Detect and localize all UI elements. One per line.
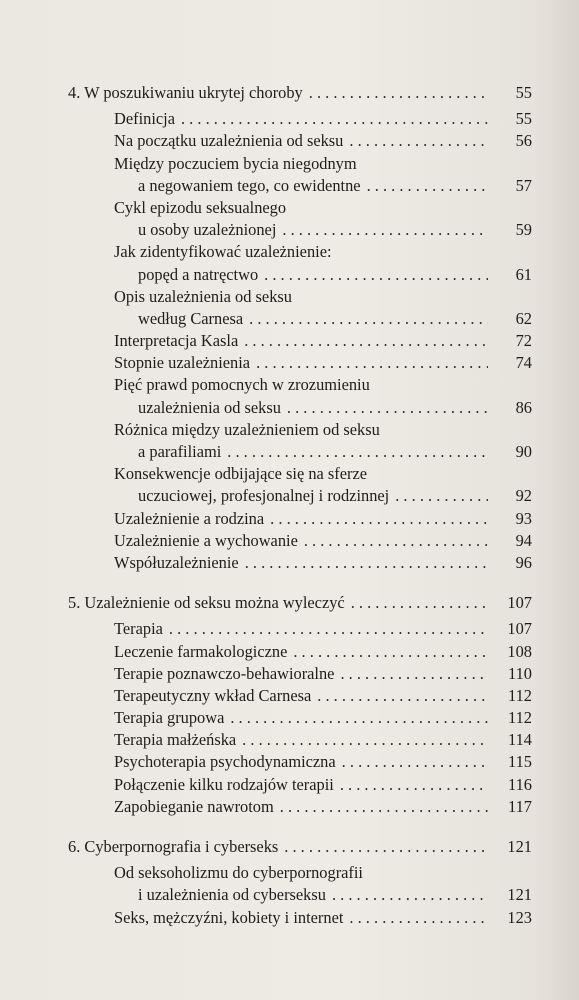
toc-entry (0, 530, 579, 552)
toc-entry (0, 175, 579, 197)
entry-title: uczuciowej, profesjonalnej i rodzinnej (138, 486, 390, 506)
page-number: 123 (507, 907, 532, 927)
toc-entry (0, 264, 579, 286)
toc-entry (0, 685, 579, 707)
toc-entry (0, 219, 579, 241)
leader-dots (349, 907, 488, 929)
entry-title: Interpretacja Kasla (114, 331, 239, 351)
page-number: 112 (508, 708, 532, 728)
chapter-heading (0, 82, 579, 104)
leader-dots (181, 108, 488, 130)
chapter-title: 6. Cyberpornografia i cyberseks (68, 837, 279, 856)
toc-entry (0, 707, 579, 729)
toc-entry (0, 308, 579, 330)
leader-dots (287, 397, 488, 419)
chapter-title: 5. Uzależnienie od seksu można wyleczyć (68, 593, 345, 613)
toc-chapter (0, 82, 579, 574)
page-number: 92 (515, 486, 532, 506)
entry-line: Od seksoholizmu do cyberpornografii (114, 863, 363, 883)
entry-title: Na początku uzależnienia od seksu (114, 131, 344, 151)
toc-entry (0, 441, 579, 463)
entry-title: Zapobieganie nawrotom (114, 796, 274, 816)
page-number: 55 (515, 83, 532, 102)
page-number: 94 (515, 530, 532, 550)
leader-dots (340, 663, 488, 685)
leader-dots (309, 82, 488, 104)
toc-entry (0, 397, 579, 419)
entry-title: a parafiliami (138, 442, 222, 461)
toc-entry (0, 663, 579, 685)
toc-chapter (0, 836, 579, 929)
entry-title: Terapie poznawczo-behawioralne (114, 663, 335, 683)
toc-entry (0, 796, 579, 818)
page-number: 55 (515, 109, 532, 129)
leader-dots (169, 618, 488, 640)
leader-dots (244, 330, 488, 352)
leader-dots (256, 352, 488, 374)
leader-dots (282, 219, 488, 241)
leader-dots (317, 685, 488, 707)
page-number: 117 (508, 796, 532, 816)
leader-dots (304, 530, 488, 552)
toc-entry (0, 485, 579, 507)
entry-title: Stopnie uzależnienia (114, 353, 251, 373)
toc-entry (0, 774, 579, 796)
toc-entry (0, 130, 579, 152)
page-number: 121 (507, 885, 532, 905)
leader-dots (230, 707, 488, 729)
leader-dots (351, 592, 488, 614)
entry-line: Różnica między uzależnieniem od seksu (114, 419, 380, 439)
leader-dots (332, 884, 488, 906)
page-number: 107 (507, 619, 532, 639)
page-number: 114 (508, 730, 532, 750)
leader-dots (340, 774, 488, 796)
leader-dots (245, 552, 488, 574)
page-number: 96 (515, 552, 532, 572)
leader-dots (293, 641, 488, 663)
entry-title: Terapia grupowa (114, 708, 225, 728)
leader-dots (249, 308, 488, 330)
page-number: 74 (515, 353, 532, 373)
entry-title: Terapia małżeńska (114, 730, 237, 750)
chapter-heading (0, 836, 579, 858)
toc-entry (0, 352, 579, 374)
toc-entry (0, 907, 579, 929)
toc-entry (0, 751, 579, 773)
entry-line: Opis uzależnienia od seksu (114, 286, 292, 306)
toc-entry (0, 884, 579, 906)
leader-dots (395, 485, 488, 507)
toc-entry (0, 330, 579, 352)
toc-chapter (0, 592, 579, 818)
page-number: 59 (515, 220, 532, 240)
entry-title: i uzależnienia od cyberseksu (138, 885, 326, 905)
leader-dots (242, 729, 488, 751)
page-number: 56 (515, 131, 532, 151)
entry-title: według Carnesa (138, 308, 244, 328)
page-number: 115 (508, 752, 532, 772)
leader-dots (349, 130, 488, 152)
page-number: 86 (515, 397, 532, 417)
toc-entry (0, 641, 579, 663)
page-number: 116 (508, 774, 532, 794)
entry-title: u osoby uzależnionej (138, 220, 277, 240)
page-number: 110 (508, 663, 532, 683)
entry-title: Psychoterapia psychodynamiczna (114, 752, 336, 772)
entry-title: Terapia (114, 619, 163, 639)
entry-line: Cykl epizodu seksualnego (114, 197, 287, 217)
entry-line: Konsekwencje odbijające się na sferze (114, 464, 368, 484)
page-number: 107 (507, 593, 532, 613)
entry-title: Leczenie farmakologiczne (114, 641, 288, 661)
leader-dots (284, 836, 488, 858)
entry-line: Jak zidentyfikować uzależnienie: (114, 242, 332, 262)
entry-title: uzależnienia od seksu (138, 397, 281, 417)
toc-entry (0, 729, 579, 751)
entry-title: popęd a natręctwo (138, 264, 259, 284)
leader-dots (280, 796, 488, 818)
page-number: 93 (515, 508, 532, 528)
leader-dots (227, 441, 488, 463)
toc-entry (0, 108, 579, 130)
leader-dots (264, 264, 488, 286)
page-number: 112 (508, 685, 532, 705)
toc-entry (0, 618, 579, 640)
entry-title: Uzależnienie a rodzina (114, 508, 265, 528)
page-number: 61 (515, 264, 532, 284)
entry-title: Seks, mężczyźni, kobiety i internet (114, 907, 344, 927)
toc-entry (0, 552, 579, 574)
table-of-contents (0, 82, 579, 947)
entry-title: Współuzależnienie (114, 552, 239, 572)
page-number: 121 (507, 837, 532, 856)
chapter-heading (0, 592, 579, 614)
page-number: 72 (515, 331, 532, 351)
entry-line: Pięć prawd pomocnych w zrozumieniu (114, 375, 370, 395)
leader-dots (367, 175, 488, 197)
page-number: 90 (515, 442, 532, 461)
leader-dots (270, 508, 488, 530)
entry-line: Między poczuciem bycia niegodnym (114, 153, 357, 173)
entry-title: Uzależnienie a wychowanie (114, 530, 298, 550)
page-number: 62 (515, 308, 532, 328)
page-number: 57 (515, 175, 532, 195)
toc-entry (0, 508, 579, 530)
entry-title: Definicja (114, 109, 175, 129)
entry-title: Terapeutyczny wkład Carnesa (114, 685, 312, 705)
page-number: 108 (507, 641, 532, 661)
entry-title: a negowaniem tego, co ewidentne (138, 175, 361, 195)
entry-title: Połączenie kilku rodzajów terapii (114, 774, 334, 794)
leader-dots (342, 751, 488, 773)
chapter-title: 4. W poszukiwaniu ukrytej choroby (68, 83, 303, 102)
